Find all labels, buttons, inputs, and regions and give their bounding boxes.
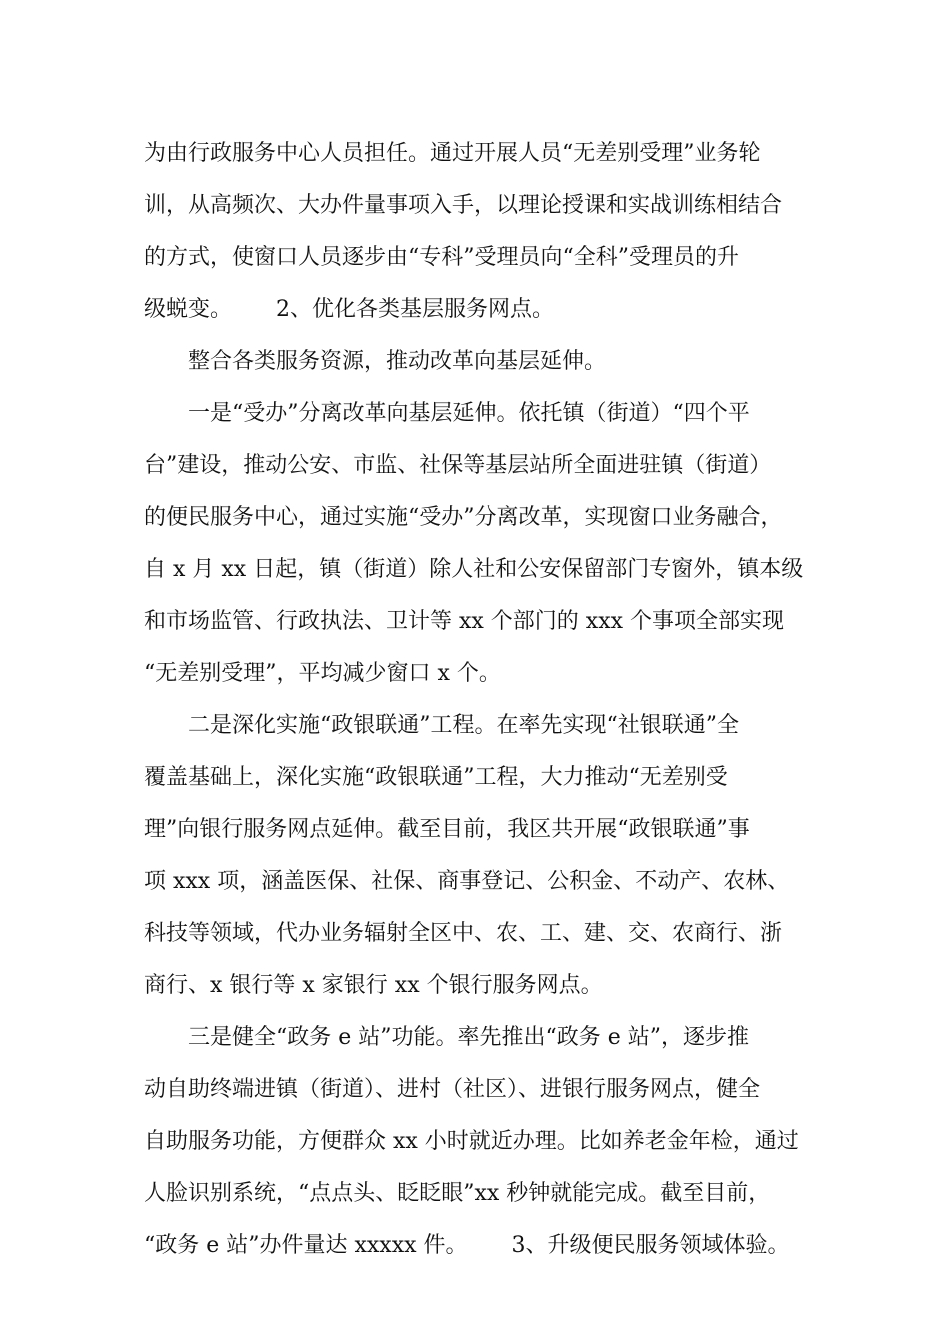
document-line-21: 人脸识别系统，“点点头、眨眨眼”xx 秒钟就能完成。截至目前， [144,1181,771,1206]
document-line-5: 整合各类服务资源，推动改革向基层延伸。 [188,349,607,374]
document-line-14: 理”向银行服务网点延伸。截至目前，我区共开展“政银联通”事 [144,817,750,842]
document-line-1: 为由行政服务中心人员担任。通过开展人员“无差别受理”业务轮 [144,141,761,166]
document-line-7: 台”建设，推动公安、市监、社保等基层站所全面进驻镇（街道） [144,453,772,478]
document-line-6: 一是“受办”分离改革向基层延伸。依托镇（街道）“四个平 [188,401,750,426]
document-line-2: 训，从高频次、大办件量事项入手，以理论授课和实战训练相结合 [144,193,783,218]
document-line-13: 覆盖基础上，深化实施“政银联通”工程，大力推动“无差别受 [144,765,728,790]
document-line-9: 自 x 月 xx 日起，镇（街道）除人社和公安保留部门专窗外，镇本级 [144,557,804,582]
document-line-3: 的方式，使窗口人员逐步由“专科”受理员向“全科”受理员的升 [144,245,739,270]
document-line-4 [144,284,834,336]
document-line-15: 项 xxx 项，涵盖医保、社保、商事登记、公积金、不动产、农林、 [144,869,790,894]
document-line-10: 和市场监管、行政执法、卫计等 xx 个部门的 xxx 个事项全部实现 [144,609,785,634]
document-line-19: 动自助终端进镇（街道）、进村（社区）、进银行服务网点，健全 [144,1077,761,1102]
document-body [144,128,834,1272]
document-line-16: 科技等领域，代办业务辐射全区中、农、工、建、交、农商行、浙 [144,921,783,946]
document-line-22-text: “政务 e 站”办件量达 xxxxx 件。 [144,1233,468,1258]
document-line-4-text: 级蜕变。 [144,297,233,322]
document-line-22 [144,1220,834,1272]
document-line-11: “无差别受理”，平均减少窗口 x 个。 [144,661,501,686]
document-line-18: 三是健全“政务 e 站”功能。率先推出“政务 e 站”，逐步推 [188,1025,750,1050]
document-line-17: 商行、x 银行等 x 家银行 xx 个银行服务网点。 [144,973,603,998]
document-line-20: 自助服务功能，方便群众 xx 小时就近办理。比如养老金年检，通过 [144,1129,799,1154]
document-line-12: 二是深化实施“政银联通”工程。在率先实现“社银联通”全 [188,713,739,738]
document-line-8: 的便民服务中心，通过实施“受办”分离改革，实现窗口业务融合， [144,505,783,530]
section-heading-2: 2、优化各类基层服务网点。 [276,297,555,322]
section-heading-3: 3、升级便民服务领域体验。 [511,1233,790,1258]
